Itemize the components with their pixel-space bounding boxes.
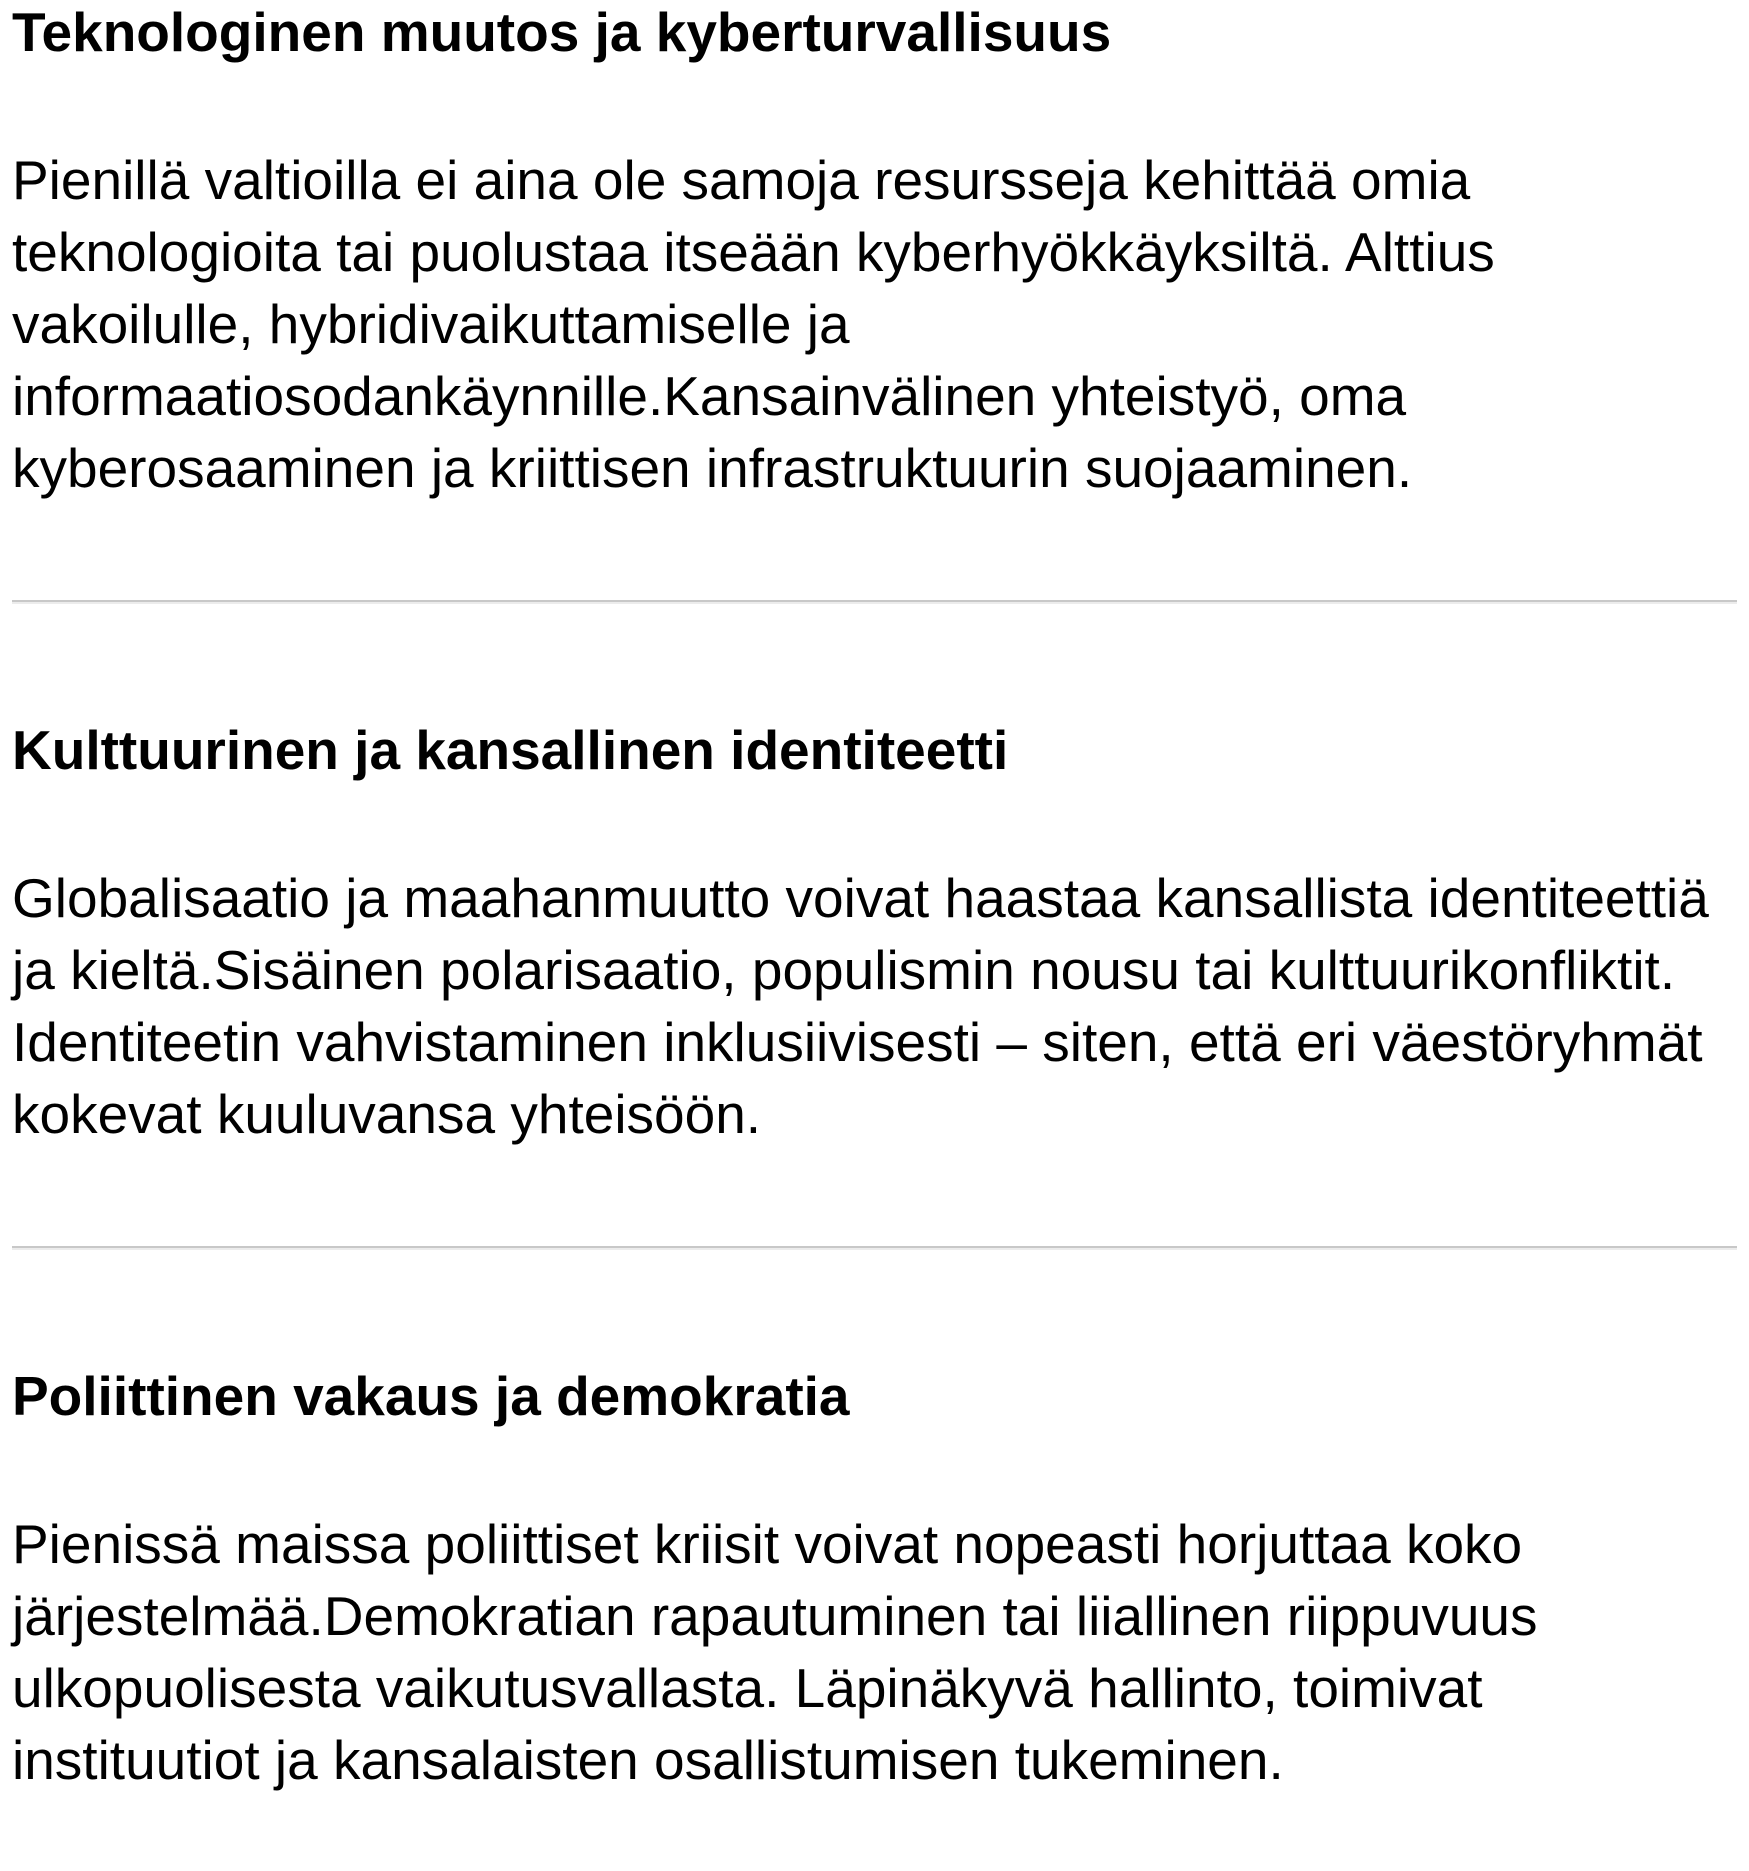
section-heading: Teknologinen muutos ja kyberturvallisuus — [12, 1, 1112, 63]
section-divider — [12, 1246, 1737, 1250]
section-heading: Poliittinen vakaus ja demokratia — [12, 1365, 850, 1427]
section-body: Pienillä valtioilla ei aina ole samoja resursseja kehittää omia teknologioita tai puolustaa itseään kyberhyökkäyksiltä. Alttius vakoilulle, hybridivaikuttamiselle ja informaatiosodankäynnille.Kansainvälinen yhteistyö, oma kyberosaaminen ja kriittisen infrastruktuurin suojaaminen. — [12, 149, 1495, 499]
section-technology-cybersecurity — [12, 0, 1737, 504]
section-political-stability — [12, 1364, 1737, 1796]
section-divider — [12, 600, 1737, 604]
section-body: Pienissä maissa poliittiset kriisit voivat nopeasti horjuttaa koko järjestelmää.Demokratian rapautuminen tai liiallinen riippuvuus ulkopuolisesta vaikutusvallasta. Läpinäkyvä hallinto, toimivat instituutiot ja kansalaisten osallistumisen tukeminen. — [12, 1513, 1538, 1791]
section-heading: Kulttuurinen ja kansallinen identiteetti — [12, 719, 1009, 781]
section-body: Globalisaatio ja maahanmuutto voivat haastaa kansallista identiteettiä ja kieltä.Sisäinen polarisaatio, populismin nousu tai kulttuurikonfliktit. Identiteetin vahvistaminen inklusiivisesti – siten, että eri väestöryhmät kokevat kuuluvansa yhteisöön. — [12, 867, 1709, 1145]
section-cultural-identity — [12, 718, 1737, 1150]
